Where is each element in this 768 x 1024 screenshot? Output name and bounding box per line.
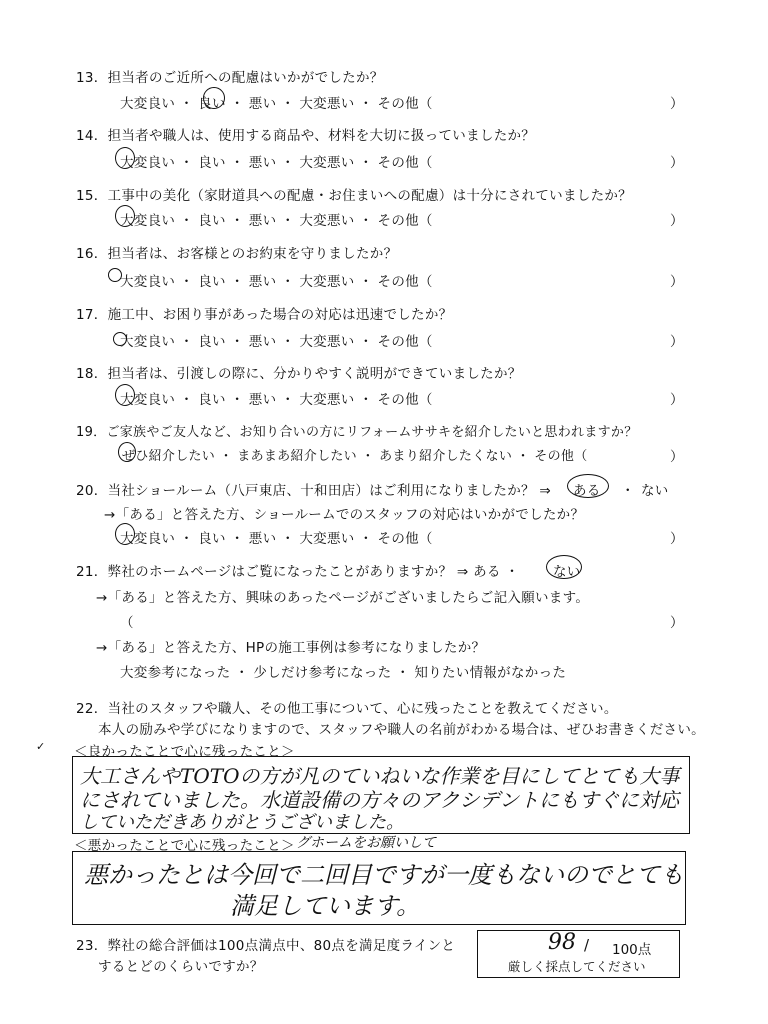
bad-note: グホームをお願いして — [296, 835, 436, 851]
q23-question: 23．弊社の総合評価は100点満点中、80点を満足度ラインと — [76, 938, 456, 954]
q20-close: ） — [670, 531, 684, 547]
q18-options[interactable]: 大変良い ・ 良い ・ 悪い ・ 大変悪い ・ その他（ — [120, 392, 433, 408]
q23-question-cont: するとどのくらいですか？ — [98, 959, 264, 975]
q18-question: 18．担当者は、引渡しの際に、分かりやすく説明ができていましたか？ — [76, 366, 522, 382]
q15-question: 15．工事中の美化（家財道具への配慮・お住まいへの配慮）は十分にされていましたか？ — [76, 188, 632, 204]
score-note: 厳しく採点してください — [508, 959, 646, 974]
q15-answer-mark — [115, 205, 135, 227]
q14-answer-mark — [115, 147, 135, 169]
bad-comment-line-1: 悪かったとは今回で二回目ですが一度もないのでとても — [84, 861, 684, 889]
q22-question-note: 本人の励みや学びになりますので、スタッフや職人の名前がわかる場合は、ぜひお書きください。 — [98, 722, 705, 738]
bad-label: ＜悪かったことで心に残ったこと＞ — [74, 838, 295, 854]
score-max: 100点 — [612, 942, 652, 958]
q22-question: 22．当社のスタッフや職人、その他工事について、心に残ったことを教えてください。 — [76, 701, 618, 717]
q14-question: 14．担当者や職人は、使用する商品や、材料を大切に扱っていましたか？ — [76, 128, 536, 144]
q20-yes[interactable]: ある — [573, 483, 601, 499]
q20-options[interactable]: 大変良い ・ 良い ・ 悪い ・ 大変悪い ・ その他（ — [120, 531, 433, 547]
q16-answer-mark — [108, 268, 122, 282]
q18-answer-mark — [115, 384, 135, 406]
q17-answer-mark — [113, 332, 127, 346]
q19-answer-mark — [118, 442, 136, 462]
q21-no[interactable]: ない — [553, 564, 581, 580]
q13-answer-mark — [203, 87, 225, 109]
q21-options[interactable]: 大変参考になった ・ 少しだけ参考になった ・ 知りたい情報がなかった — [120, 665, 567, 681]
q20-answer-mark — [567, 474, 609, 498]
q20-sub-answer-mark — [115, 523, 135, 545]
q21-open: （ — [120, 615, 134, 631]
q20-no[interactable]: ない — [641, 483, 669, 499]
q13-question: 13．担当者のご近所への配慮はいかがでしたか？ — [76, 70, 384, 86]
score-value: 98 — [548, 930, 576, 955]
q14-close: ） — [670, 155, 684, 171]
q13-close: ） — [670, 96, 684, 112]
q17-options[interactable]: 大変良い ・ 良い ・ 悪い ・ 大変悪い ・ その他（ — [120, 334, 433, 350]
good-comment-line-2: にされていました。水道設備の方々のアクシデントにもすぐに対応 — [80, 788, 679, 812]
q16-close: ） — [670, 274, 684, 290]
q21-sub1: →「ある」と答えた方、興味のあったページがございましたらご記入願います。 — [96, 590, 590, 606]
q16-question: 16．担当者は、お客様とのお約束を守りましたか？ — [76, 246, 398, 262]
q21-sub2: →「ある」と答えた方、HPの施工事例は参考になりましたか？ — [96, 640, 486, 656]
q15-close: ） — [670, 213, 684, 229]
bad-comment-line-2: 満足しています。 — [230, 892, 421, 920]
q16-options[interactable]: 大変良い ・ 良い ・ 悪い ・ 大変悪い ・ その他（ — [120, 274, 433, 290]
q19-close: ） — [670, 449, 684, 465]
q15-options[interactable]: 大変良い ・ 良い ・ 悪い ・ 大変悪い ・ その他（ — [120, 213, 433, 229]
q14-options[interactable]: 大変良い ・ 良い ・ 悪い ・ 大変悪い ・ その他（ — [120, 155, 433, 171]
good-comment-line-1: 大工さんやTOTOの方が凡のていねいな作業を目にしてとても大事 — [80, 764, 680, 788]
q13-options[interactable]: 大変良い ・ 良い ・ 悪い ・ 大変悪い ・ その他（ — [120, 96, 433, 112]
good-label: ＜良かったことで心に残ったこと＞ — [74, 744, 295, 760]
q19-question: 19．ご家族やご友人など、お知り合いの方にリフォームササキを紹介したいと思われますか？ — [76, 425, 638, 440]
q19-options[interactable]: ぜひ紹介したい ・ まあまあ紹介したい ・ あまり紹介したくない ・ その他（ — [122, 449, 588, 464]
q21-close: ） — [670, 615, 684, 631]
score-slash: / — [584, 936, 590, 954]
q17-close: ） — [670, 334, 684, 350]
q21-question: 21．弊社のホームページはご覧になったことがありますか？ ⇒ ある ・ — [76, 564, 520, 580]
q17-question: 17．施工中、お困り事があった場合の対応は迅速でしたか？ — [76, 307, 453, 323]
q20-subquestion: →「ある」と答えた方、ショールームでのスタッフの対応はいかがでしたか？ — [104, 507, 585, 523]
q18-close: ） — [670, 392, 684, 408]
q21-answer-mark — [546, 555, 582, 579]
good-comment-line-3: していただきありがとうございました。 — [80, 812, 404, 833]
q20-question: 20．当社ショールーム（八戸東店、十和田店）はご利用になりましたか？ ⇒ — [76, 483, 552, 499]
margin-tick-mark: ✓ — [36, 740, 46, 753]
q20-sep: ・ — [621, 483, 635, 499]
